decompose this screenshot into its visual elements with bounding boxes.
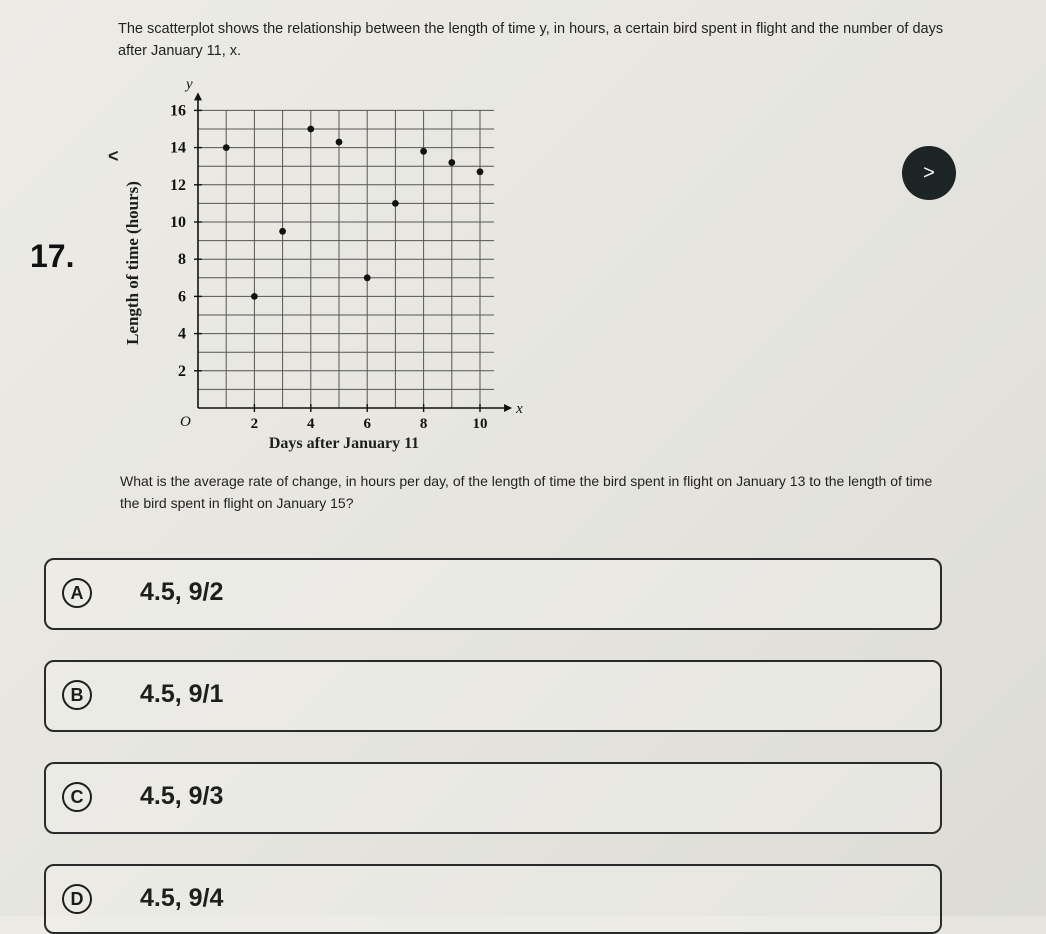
data-point [279, 228, 286, 235]
y-tick-label: 10 [170, 214, 186, 231]
question-text: What is the average rate of change, in hours per day, of the length of time the bird spent in flight on January 13 to the length of time the bird spent in flight on January 15? [120, 473, 933, 511]
x-axis-label: Days after January 11 [268, 435, 420, 452]
x-axis-arrow [504, 404, 512, 412]
choice-letter: C [62, 782, 92, 812]
next-button[interactable] [902, 146, 956, 200]
answer-choice-c[interactable] [44, 762, 942, 834]
data-point [251, 293, 258, 300]
chevron-right-icon: > [923, 161, 935, 184]
choice-text: 4.5, 9/1 [140, 680, 224, 708]
data-point [364, 274, 371, 281]
answer-choice-d[interactable] [44, 864, 942, 934]
question-intro [118, 18, 978, 62]
data-point [392, 200, 399, 207]
x-tick-label: 4 [307, 416, 315, 432]
x-tick-label: 8 [419, 416, 428, 432]
intro-line-2: after January 11, x. [118, 43, 242, 59]
answer-choice-a[interactable] [44, 558, 942, 630]
x-tick-label: 2 [250, 416, 259, 432]
origin-label: O [180, 414, 191, 430]
y-tick-label: 6 [178, 288, 186, 306]
choice-text: 4.5, 9/2 [140, 578, 224, 606]
y-axis-symbol: y [186, 78, 193, 93]
choice-letter: D [62, 884, 92, 914]
scatterplot-svg [114, 78, 534, 458]
y-axis-label: Length of time (hours) [123, 181, 142, 345]
choice-letter: B [62, 680, 92, 710]
scatterplot [114, 78, 534, 458]
y-tick-label: 16 [170, 102, 186, 120]
data-point [336, 139, 343, 146]
data-point [223, 144, 230, 151]
x-tick-label: 10 [472, 416, 488, 432]
y-tick-label: 4 [178, 325, 186, 343]
choice-text: 4.5, 9/3 [140, 782, 224, 810]
data-point [420, 148, 427, 155]
x-axis-symbol: x [516, 401, 523, 417]
y-tick-label: 8 [178, 251, 186, 269]
data-point [477, 168, 484, 175]
choice-text: 4.5, 9/4 [140, 884, 224, 912]
y-axis-arrow [194, 92, 202, 100]
answer-choice-b[interactable] [44, 660, 942, 732]
intro-line-1: The scatterplot shows the relationship between the length of time y, in hours, a certain bird spent in flight and the number of days [118, 21, 944, 37]
data-point [307, 126, 314, 133]
x-tick-label: 6 [363, 416, 371, 432]
y-tick-label: 2 [178, 362, 186, 380]
data-point [448, 159, 455, 166]
y-tick-label: 12 [170, 176, 186, 194]
choice-letter: A [62, 578, 92, 608]
chevron-left-icon: < [108, 146, 119, 166]
y-tick-label: 14 [170, 139, 186, 157]
question-number: 17. [30, 238, 75, 274]
